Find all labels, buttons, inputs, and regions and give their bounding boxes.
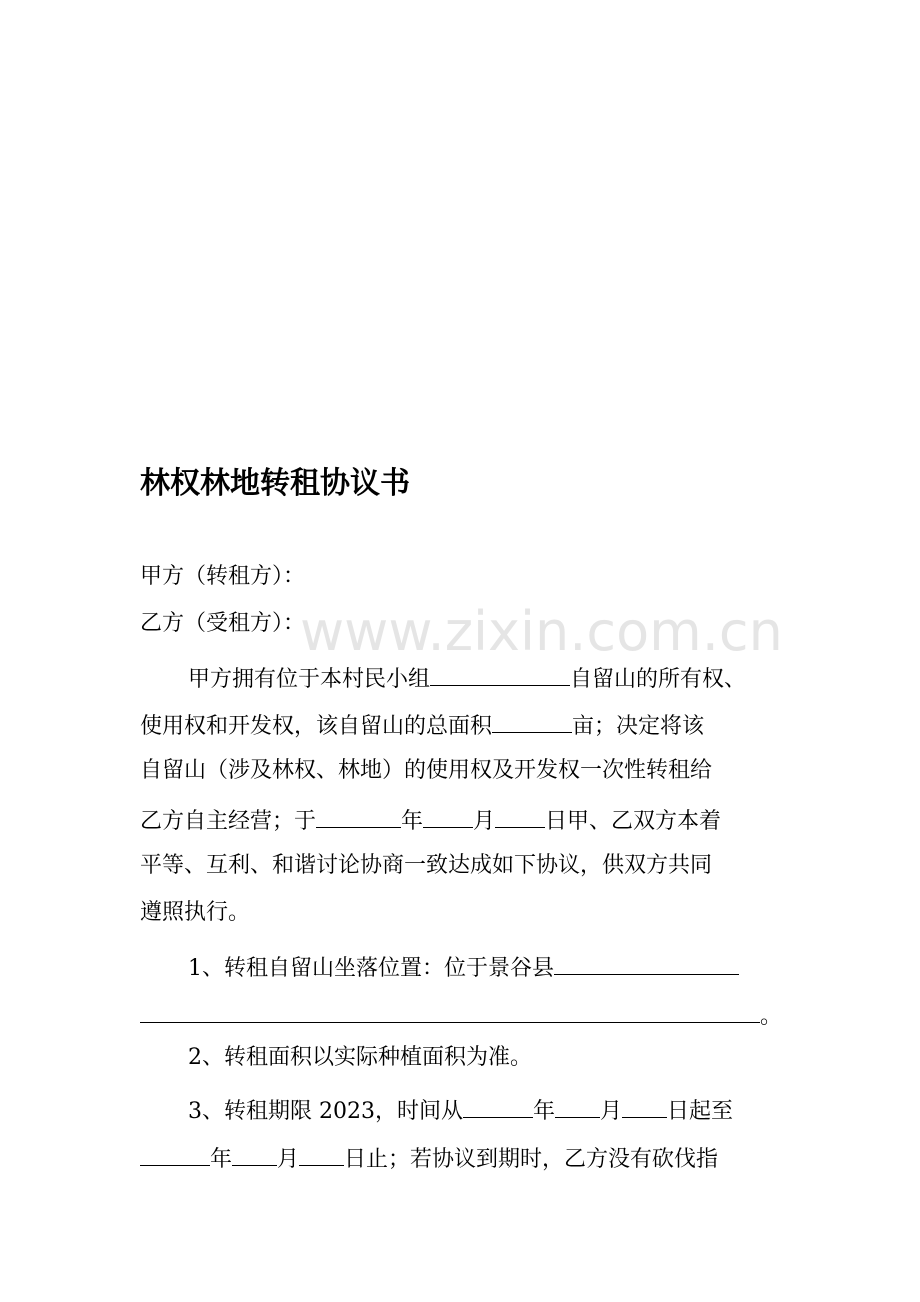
end-year-blank [140, 1141, 210, 1166]
item1-line1 [188, 950, 739, 984]
item1-line2 [140, 998, 782, 1032]
county-location-blank [554, 950, 739, 975]
para1-text: 月 [473, 809, 496, 834]
party-b-label: 乙方（受租方）： [140, 611, 306, 636]
para1-text: 甲方拥有位于本村民小组 [188, 667, 431, 692]
item1-text: 1、转租自留山坐落位置：位于景谷县 [188, 956, 554, 981]
watermark: www.zixin.com.cn [300, 600, 783, 663]
party-a-line [140, 562, 305, 592]
para1-text: 年 [401, 809, 424, 834]
para1-text: 乙方自主经营；于 [140, 809, 317, 834]
item3-line2 [140, 1141, 718, 1175]
document-title: 林权林地转租协议书 [140, 466, 410, 501]
para1-text: 遵照执行。 [140, 900, 251, 925]
end-day-blank [299, 1141, 344, 1166]
month-blank [423, 803, 473, 828]
item3-text: 年 [532, 1099, 555, 1124]
item3-line1 [188, 1093, 733, 1127]
item3-text: 年 [210, 1147, 233, 1172]
village-group-blank [430, 661, 570, 686]
para1-line5 [140, 851, 712, 881]
item2-line [188, 1043, 532, 1073]
item3-text: 日起至 [667, 1099, 734, 1124]
item3-text: 3、转租期限 2023，时间从 [188, 1099, 463, 1124]
year-blank [316, 803, 401, 828]
para1-line2 [140, 708, 704, 742]
start-day-blank [622, 1093, 667, 1118]
para1-line6 [140, 898, 250, 928]
para1-text: 平等、互利、和谐讨论协商一致达成如下协议，供双方共同 [140, 853, 713, 878]
start-month-blank [555, 1093, 600, 1118]
para1-line3 [140, 756, 712, 786]
item3-text: 月 [277, 1147, 300, 1172]
start-year-blank [463, 1093, 533, 1118]
area-blank [492, 708, 572, 733]
party-a-label: 甲方（转租方）： [140, 564, 306, 589]
day-blank [495, 803, 545, 828]
para1-text: 亩；决定将该 [572, 714, 705, 739]
para1-line1 [188, 661, 746, 695]
party-b-line [140, 609, 305, 639]
item3-text: 月 [600, 1099, 623, 1124]
end-month-blank [232, 1141, 277, 1166]
para1-text: 使用权和开发权，该自留山的总面积 [140, 714, 493, 739]
item1-end: 。 [760, 1004, 783, 1029]
para1-line4 [140, 803, 721, 837]
para1-text: 日甲、乙双方本着 [545, 809, 722, 834]
item2-text: 2、转租面积以实际种植面积为准。 [188, 1045, 532, 1070]
item3-text: 日止；若协议到期时，乙方没有砍伐指 [344, 1147, 719, 1172]
location-blank-line [140, 998, 760, 1023]
para1-text: 自留山（涉及林权、林地）的使用权及开发权一次性转租给 [140, 758, 713, 783]
para1-text: 自留山的所有权、 [570, 667, 747, 692]
